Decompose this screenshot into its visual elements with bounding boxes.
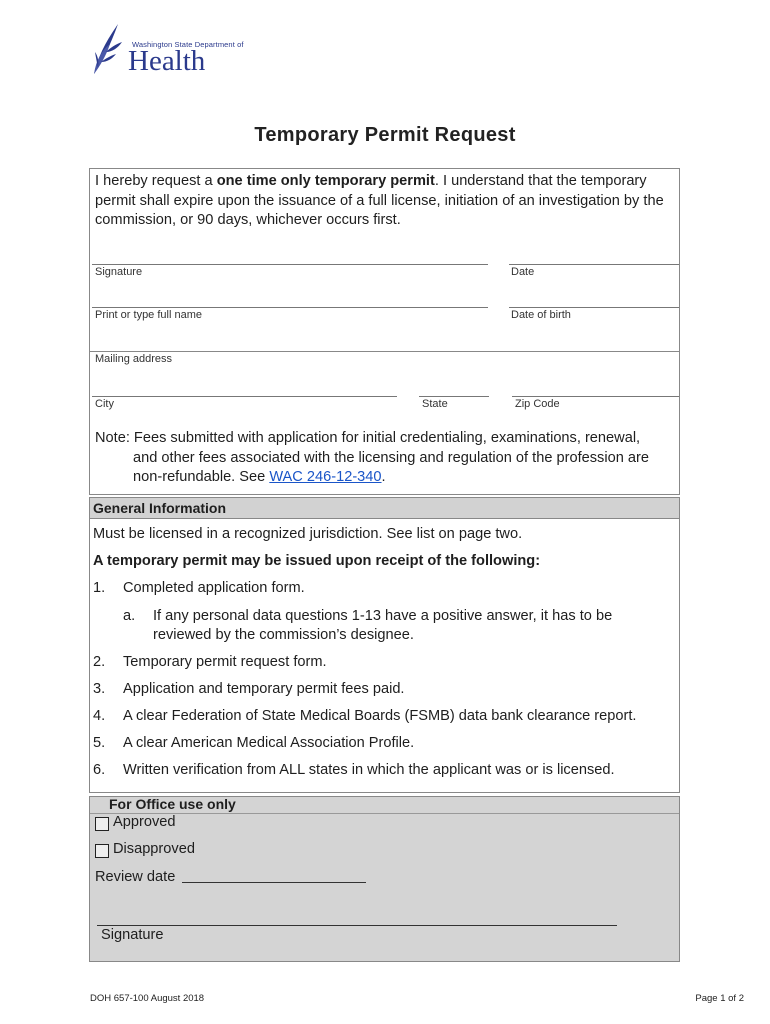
list-item: Temporary permit request form.	[123, 654, 327, 670]
page-title: Temporary Permit Request	[254, 124, 516, 146]
date-field[interactable]	[509, 264, 679, 265]
office-signature-label: Signature	[101, 927, 164, 943]
disapproved-checkbox[interactable]	[95, 844, 109, 858]
date-of-birth-field[interactable]	[509, 307, 679, 308]
city-label: City	[95, 398, 114, 410]
mailing-address-field[interactable]	[89, 351, 680, 352]
form-id: DOH 657-100 August 2018	[90, 993, 205, 1004]
disapproved-label: Disapproved	[113, 841, 195, 857]
full-name-label: Print or type full name	[95, 309, 202, 321]
state-field[interactable]	[419, 396, 489, 397]
general-info-header: General Information	[90, 498, 679, 519]
office-signature-field[interactable]	[97, 925, 617, 926]
zip-label: Zip Code	[515, 398, 560, 410]
list-item-number: 1.	[93, 580, 106, 596]
fee-note: Note: Fees submitted with application for initial credentialing, examinations, renewal, and other fees associated with the licensing and regulation of the profession are non-refundable. See WAC 246-12-340.	[95, 430, 649, 485]
full-name-field[interactable]	[92, 307, 488, 308]
date-label: Date	[511, 266, 535, 278]
signature-label: Signature	[95, 266, 143, 278]
approved-checkbox[interactable]	[95, 817, 109, 831]
list-item: A clear American Medical Association Profile.	[123, 735, 415, 751]
list-item: Application and temporary permit fees paid.	[123, 681, 405, 697]
wac-link[interactable]: WAC 246-12-340	[269, 469, 382, 485]
zip-field[interactable]	[512, 396, 679, 397]
mailing-address-label: Mailing address	[95, 353, 173, 365]
list-item: A clear Federation of State Medical Boards (FSMB) data bank clearance report.	[123, 708, 637, 724]
agency-name: Health	[128, 45, 206, 77]
list-item: Written verification from ALL states in which the applicant was or is licensed.	[123, 762, 615, 778]
list-item: Completed application form.	[123, 580, 305, 596]
page-number: Page 1 of 2	[695, 993, 744, 1004]
date-of-birth-label: Date of birth	[511, 309, 571, 321]
license-requirement: Must be licensed in a recognized jurisdiction. See list on page two.	[93, 526, 523, 542]
office-use-box	[89, 796, 680, 962]
state-label: State	[422, 398, 448, 410]
list-item-number: 4.	[93, 708, 106, 724]
doh-logo	[88, 22, 244, 82]
review-date-label: Review date	[95, 869, 176, 885]
intro-paragraph: I hereby request a one time only temporary permit. I understand that the temporary permit shall expire upon the issuance of a full license, initiation of an investigation by the commission, or 90 days, whichever occurs first.	[95, 173, 664, 228]
list-item-number: 5.	[93, 735, 106, 751]
sub-item-line: reviewed by the commission’s designee.	[153, 627, 414, 643]
agency-line: Washington State Department of	[132, 40, 244, 49]
requirements-intro: A temporary permit may be issued upon receipt of the following:	[93, 553, 541, 569]
signature-field[interactable]	[92, 264, 488, 265]
list-item-number: 6.	[93, 762, 106, 778]
approved-label: Approved	[113, 814, 176, 830]
city-field[interactable]	[92, 396, 397, 397]
list-item-number: 2.	[93, 654, 106, 670]
sub-item-letter: a.	[123, 608, 136, 624]
review-date-field[interactable]	[182, 882, 366, 883]
sub-item-line: If any personal data questions 1-13 have a positive answer, it has to be	[153, 608, 613, 624]
list-item-number: 3.	[93, 681, 106, 697]
office-use-header: For Office use only	[90, 797, 679, 814]
